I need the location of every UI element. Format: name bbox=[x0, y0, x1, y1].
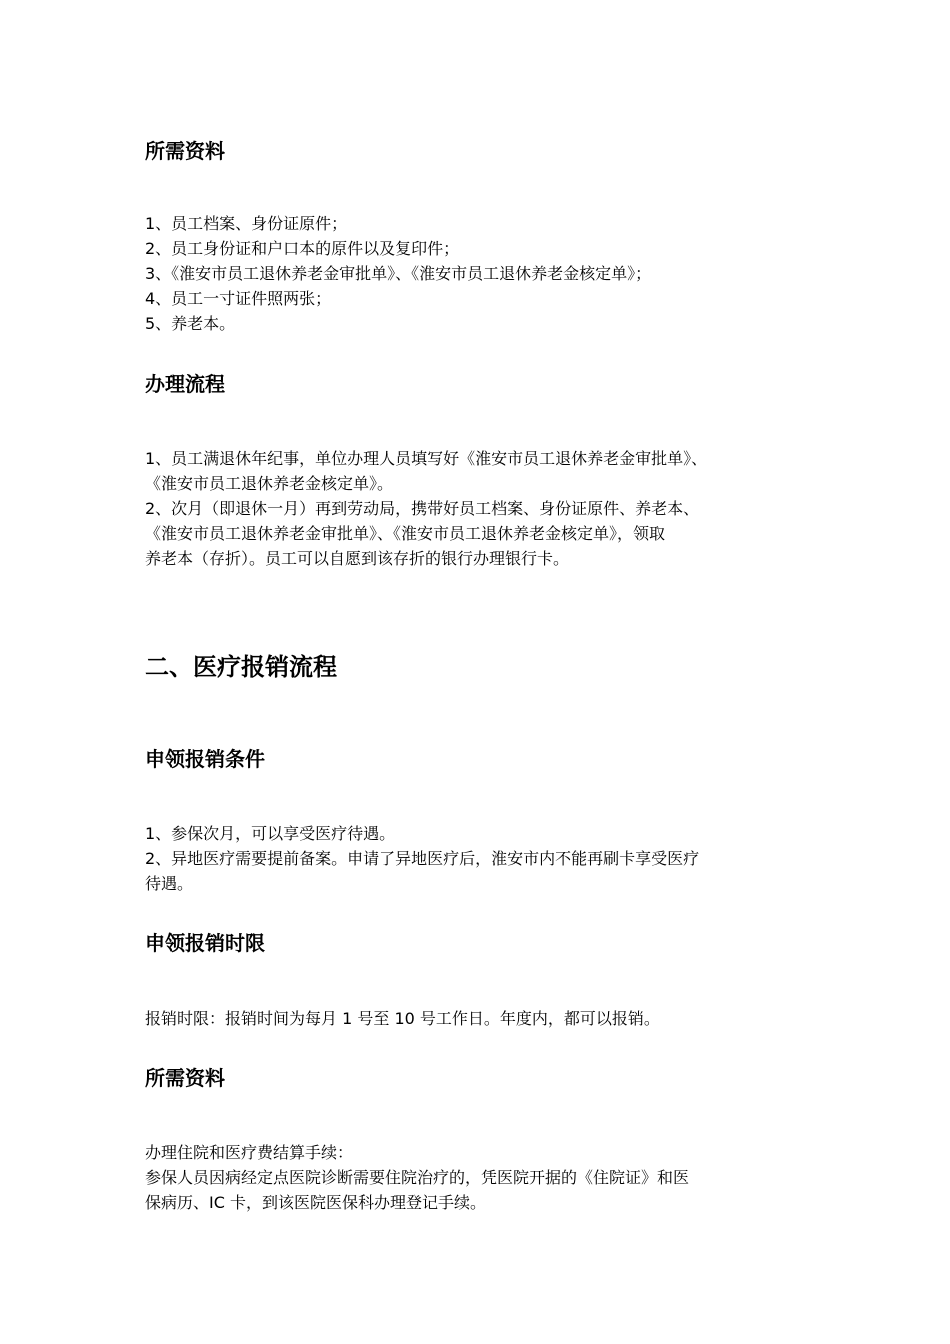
paragraph-line: 2、异地医疗需要提前备案。申请了异地医疗后，淮安市内不能再刷卡享受医疗 bbox=[145, 849, 700, 868]
list-item: 3、《淮安市员工退休养老金审批单》、《淮安市员工退休养老金核定单》； bbox=[145, 264, 652, 283]
paragraph-line: 报销时限：报销时间为每月 1 号至 10 号工作日。年度内，都可以报销。 bbox=[145, 1009, 660, 1028]
chapter-title-medical-reimbursement: 二、医疗报销流程 bbox=[145, 653, 337, 681]
section-heading-conditions: 申领报销条件 bbox=[145, 747, 265, 771]
paragraph-line: 1、参保次月，可以享受医疗待遇。 bbox=[145, 824, 396, 843]
paragraph-line: 待遇。 bbox=[145, 874, 194, 893]
list-item: 4、员工一寸证件照两张； bbox=[145, 289, 332, 308]
section-heading-materials: 所需资料 bbox=[145, 139, 225, 163]
paragraph-line: 《淮安市员工退休养老金核定单》。 bbox=[145, 474, 394, 493]
paragraph-line: 2、次月（即退休一月）再到劳动局，携带好员工档案、身份证原件、养老本、 bbox=[145, 499, 700, 518]
paragraph-line: 《淮安市员工退休养老金审批单》、《淮安市员工退休养老金核定单》，领取 bbox=[145, 524, 666, 543]
paragraph-line: 养老本（存折）。员工可以自愿到该存折的银行办理银行卡。 bbox=[145, 549, 570, 568]
list-item: 5、养老本。 bbox=[145, 314, 236, 333]
list-item: 1、员工档案、身份证原件； bbox=[145, 214, 348, 233]
section-heading-time-limit: 申领报销时限 bbox=[145, 931, 265, 955]
paragraph-line: 保病历、IC 卡，到该医院医保科办理登记手续。 bbox=[145, 1193, 486, 1212]
section-heading-process: 办理流程 bbox=[145, 372, 225, 396]
list-item: 2、员工身份证和户口本的原件以及复印件； bbox=[145, 239, 460, 258]
section-heading-materials-2: 所需资料 bbox=[145, 1066, 225, 1090]
paragraph-line: 1、员工满退休年纪事，单位办理人员填写好《淮安市员工退休养老金审批单》、 bbox=[145, 449, 708, 468]
paragraph-line: 参保人员因病经定点医院诊断需要住院治疗的，凭医院开据的《住院证》和医 bbox=[145, 1168, 690, 1187]
paragraph-line: 办理住院和医疗费结算手续： bbox=[145, 1143, 354, 1162]
